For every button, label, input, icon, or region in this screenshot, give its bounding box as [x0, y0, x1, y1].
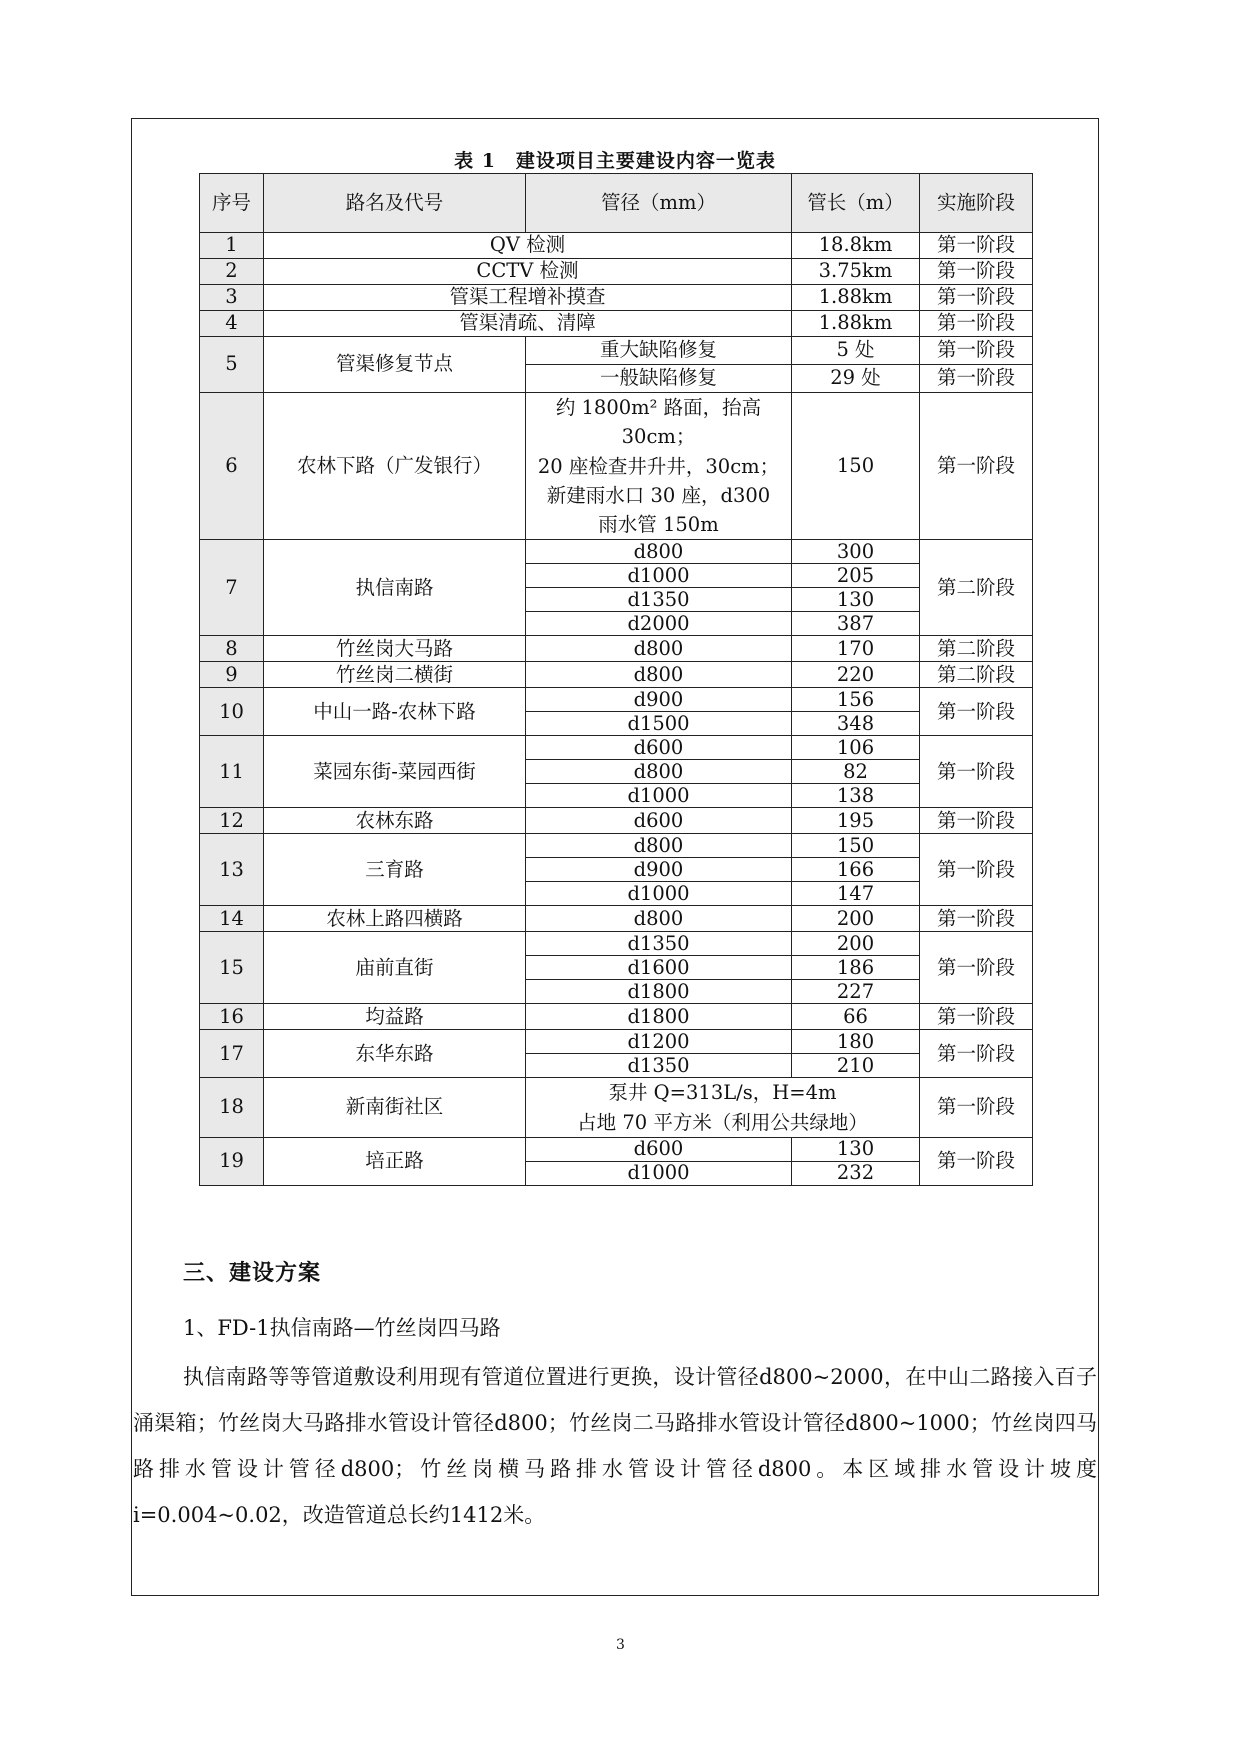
cell-stage: 第一阶段: [920, 834, 1033, 906]
cell-stage: 第一阶段: [920, 736, 1033, 808]
cell-seq: 10: [200, 688, 264, 736]
cell-seq: 11: [200, 736, 264, 808]
diameter-line: 雨水管 150m: [598, 513, 719, 536]
cell-seq: 14: [200, 906, 264, 932]
cell-diameter: 重大缺陷修复: [526, 337, 792, 365]
cell-length: 150: [792, 393, 920, 540]
cell-stage: 第一阶段: [920, 285, 1033, 311]
cell-seq: 13: [200, 834, 264, 906]
section-heading: 三、建设方案: [183, 1260, 322, 1286]
table-row: [200, 1137, 1033, 1161]
cell-seq: 18: [200, 1078, 264, 1138]
header-seq: 序号: [200, 174, 264, 233]
table-row: [200, 1030, 1033, 1054]
cell-diameter: d1350: [526, 932, 792, 956]
cell-length: 1.88km: [792, 285, 920, 311]
cell-road: 执信南路: [264, 540, 526, 636]
cell-stage: 第一阶段: [920, 337, 1033, 365]
cell-stage: 第一阶段: [920, 233, 1033, 259]
cell-seq: 17: [200, 1030, 264, 1078]
cell-road: 三育路: [264, 834, 526, 906]
cell-road: 培正路: [264, 1137, 526, 1185]
cell-road: 竹丝岗二横街: [264, 662, 526, 688]
cell-length: 1.88km: [792, 311, 920, 337]
cell-diameter: d1000: [526, 564, 792, 588]
cell-length: 186: [792, 956, 920, 980]
cell-diameter: d1000: [526, 1161, 792, 1185]
cell-road: 中山一路-农林下路: [264, 688, 526, 736]
cell-length: 138: [792, 784, 920, 808]
cell-length: 82: [792, 760, 920, 784]
subsection-heading: 1、FD-1执信南路—竹丝岗四马路: [183, 1316, 501, 1340]
cell-road: 农林东路: [264, 808, 526, 834]
cell-length: 166: [792, 858, 920, 882]
cell-seq: 2: [200, 259, 264, 285]
table-row: [200, 636, 1033, 662]
cell-length: 18.8km: [792, 233, 920, 259]
table-header-row: [200, 174, 1033, 233]
cell-length: 232: [792, 1161, 920, 1185]
cell-diameter: d900: [526, 688, 792, 712]
page-number: 3: [616, 1637, 625, 1653]
table-row: [200, 932, 1033, 956]
cell-stage: 第一阶段: [920, 1137, 1033, 1185]
cell-seq: 12: [200, 808, 264, 834]
table-row: [200, 834, 1033, 858]
cell-stage: 第一阶段: [920, 311, 1033, 337]
cell-seq: 5: [200, 337, 264, 393]
cell-seq: 8: [200, 636, 264, 662]
cell-seq: 1: [200, 233, 264, 259]
table-row: [200, 688, 1033, 712]
cell-length: 348: [792, 712, 920, 736]
cell-stage: 第一阶段: [920, 906, 1033, 932]
cell-stage: 第一阶段: [920, 808, 1033, 834]
table-body: [200, 233, 1033, 1186]
cell-diameter: d1500: [526, 712, 792, 736]
cell-diameter: d800: [526, 906, 792, 932]
cell-length: 29 处: [792, 365, 920, 393]
cell-diameter: 一般缺陷修复: [526, 365, 792, 393]
cell-length: 227: [792, 980, 920, 1004]
cell-seq: 4: [200, 311, 264, 337]
construction-content-table: [199, 173, 1033, 1186]
table-row: [200, 540, 1033, 564]
cell-diameter: d800: [526, 760, 792, 784]
cell-length: 130: [792, 1137, 920, 1161]
cell-stage: 第二阶段: [920, 636, 1033, 662]
cell-length: 300: [792, 540, 920, 564]
cell-road: 管渠工程增补摸查: [264, 285, 792, 311]
cell-road: QV 检测: [264, 233, 792, 259]
cell-diameter: d800: [526, 540, 792, 564]
diameter-line: 新建雨水口 30 座，d300: [546, 483, 771, 507]
cell-diameter: d1350: [526, 1054, 792, 1078]
header-length: 管长（m）: [792, 174, 920, 233]
table-row: [200, 285, 1033, 311]
body-paragraph: 执信南路等等管道敷设利用现有管道位置进行更换，设计管径d800~2000，在中山二路接入百子涌渠箱；竹丝岗大马路排水管设计管径d800；竹丝岗二马路排水管设计管径d800~1000；竹丝岗四马路排水管设计管径d800；竹丝岗横马路排水管设计管径d800。本区域排水管设计坡度i=0.004~0.02，改造管道总长约1412米。: [133, 1365, 1097, 1527]
cell-length: 195: [792, 808, 920, 834]
cell-length: 180: [792, 1030, 920, 1054]
cell-length: 66: [792, 1004, 920, 1030]
table-row: [200, 1078, 1033, 1138]
cell-diameter: d800: [526, 636, 792, 662]
cell-diameter: d2000: [526, 612, 792, 636]
table-row: [200, 808, 1033, 834]
cell-diameter: d900: [526, 858, 792, 882]
cell-road: 庙前直街: [264, 932, 526, 1004]
cell-stage: 第一阶段: [920, 932, 1033, 1004]
cell-stage: 第二阶段: [920, 662, 1033, 688]
table-row: [200, 259, 1033, 285]
table-row: [200, 906, 1033, 932]
cell-road: 管渠清疏、清障: [264, 311, 792, 337]
diameter-line: 泵井 Q=313L/s，H=4m: [608, 1081, 837, 1105]
cell-length: 3.75km: [792, 259, 920, 285]
cell-length: 210: [792, 1054, 920, 1078]
cell-stage: 第一阶段: [920, 1030, 1033, 1078]
cell-diameter: [526, 393, 792, 540]
cell-road: 管渠修复节点: [264, 337, 526, 393]
cell-road: 菜园东街-菜园西街: [264, 736, 526, 808]
cell-stage: 第一阶段: [920, 393, 1033, 540]
cell-stage: 第一阶段: [920, 259, 1033, 285]
cell-length: 147: [792, 882, 920, 906]
cell-road: 新南街社区: [264, 1078, 526, 1138]
cell-stage: 第一阶段: [920, 1078, 1033, 1138]
cell-length: 387: [792, 612, 920, 636]
cell-length: 5 处: [792, 337, 920, 365]
cell-length: 220: [792, 662, 920, 688]
cell-length: 130: [792, 588, 920, 612]
cell-diameter: d1200: [526, 1030, 792, 1054]
cell-diameter: d600: [526, 1137, 792, 1161]
cell-seq: 3: [200, 285, 264, 311]
diameter-line: 约 1800m² 路面，抬高: [555, 396, 762, 419]
cell-diameter: d600: [526, 808, 792, 834]
header-stage: 实施阶段: [920, 174, 1033, 233]
table-row: [200, 233, 1033, 259]
cell-seq: 9: [200, 662, 264, 688]
cell-road: 东华东路: [264, 1030, 526, 1078]
cell-seq: 7: [200, 540, 264, 636]
cell-road: CCTV 检测: [264, 259, 792, 285]
cell-seq: 6: [200, 393, 264, 540]
cell-length: 156: [792, 688, 920, 712]
diameter-line: 30cm；: [621, 425, 696, 449]
diameter-line: 占地 70 平方米（利用公共绿地）: [577, 1110, 868, 1134]
cell-diameter: d800: [526, 834, 792, 858]
cell-length: 170: [792, 636, 920, 662]
cell-diameter: d1350: [526, 588, 792, 612]
table-row: [200, 1004, 1033, 1030]
cell-road: 竹丝岗大马路: [264, 636, 526, 662]
cell-diameter: [526, 1078, 920, 1138]
cell-seq: 19: [200, 1137, 264, 1185]
table-row: [200, 393, 1033, 540]
header-road: 路名及代号: [264, 174, 526, 233]
cell-diameter: d1800: [526, 1004, 792, 1030]
diameter-line: 20 座检查井升井，30cm；: [537, 454, 780, 478]
cell-diameter: d1600: [526, 956, 792, 980]
cell-length: 106: [792, 736, 920, 760]
cell-length: 205: [792, 564, 920, 588]
cell-length: 200: [792, 906, 920, 932]
cell-road: 农林上路四横路: [264, 906, 526, 932]
cell-diameter: d1800: [526, 980, 792, 1004]
cell-length: 200: [792, 932, 920, 956]
cell-stage: 第二阶段: [920, 540, 1033, 636]
cell-length: 150: [792, 834, 920, 858]
cell-diameter: d800: [526, 662, 792, 688]
table-row: [200, 662, 1033, 688]
table-row: [200, 736, 1033, 760]
table-row: [200, 337, 1033, 365]
cell-seq: 15: [200, 932, 264, 1004]
cell-road: 均益路: [264, 1004, 526, 1030]
cell-diameter: d1000: [526, 784, 792, 808]
cell-seq: 16: [200, 1004, 264, 1030]
cell-diameter: d1000: [526, 882, 792, 906]
table-row: [200, 311, 1033, 337]
table-caption: 表 1 建设项目主要建设内容一览表: [454, 150, 776, 172]
cell-stage: 第一阶段: [920, 365, 1033, 393]
cell-diameter: d600: [526, 736, 792, 760]
cell-stage: 第一阶段: [920, 1004, 1033, 1030]
cell-stage: 第一阶段: [920, 688, 1033, 736]
header-diameter: 管径（mm）: [526, 174, 792, 233]
cell-road: 农林下路（广发银行）: [264, 393, 526, 540]
